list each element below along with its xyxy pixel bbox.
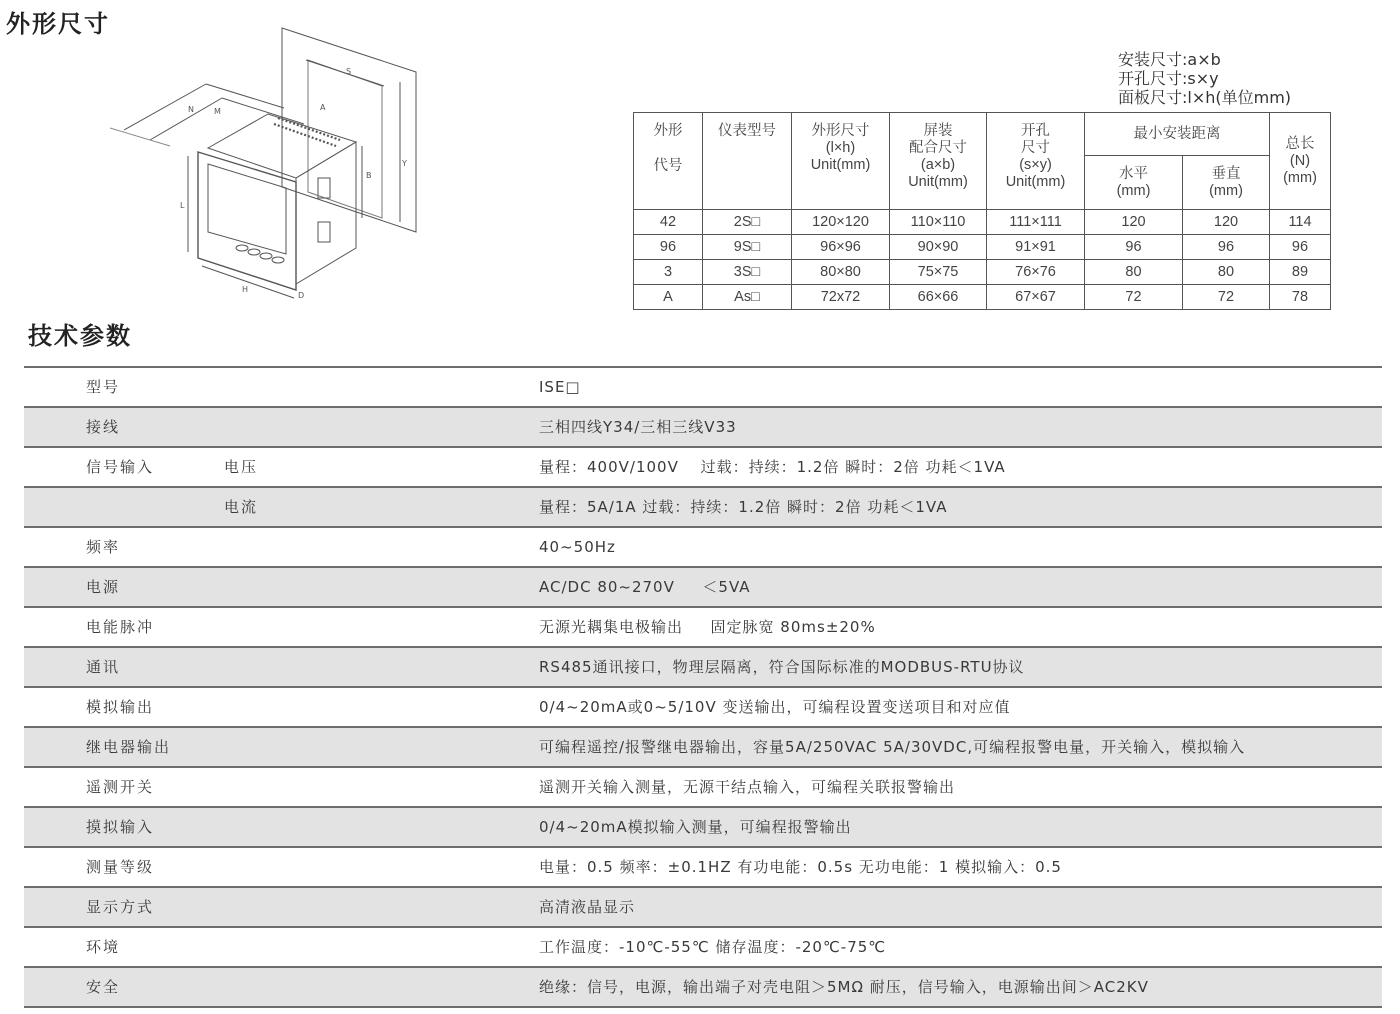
header-min-distance: 最小安装距离: [1085, 113, 1270, 156]
param-value: 可编程遥控/报警继电器输出，容量5A/250VAC 5A/30VDC,可编程报警电量，开关输入，模拟输入: [539, 738, 1246, 756]
table-row: [634, 210, 1331, 235]
cell-vertical: 96: [1183, 235, 1270, 260]
param-label: 显示方式: [86, 898, 155, 916]
cell-cutout: 91×91: [987, 235, 1085, 260]
cell-shape-code: 42: [634, 210, 703, 235]
param-row-accuracy: [24, 846, 1382, 886]
cell-outer-size: 80×80: [792, 260, 890, 285]
cell-cutout: 67×67: [987, 285, 1085, 310]
cell-shape-code: 3: [634, 260, 703, 285]
param-label: 信号输入: [86, 458, 155, 476]
param-label: 电源: [86, 578, 121, 596]
param-label: 通讯: [86, 658, 121, 676]
param-label: 遥测开关: [86, 778, 155, 796]
param-row-analog-input: [24, 806, 1382, 846]
label-m: M: [214, 107, 221, 116]
cell-model: 9S□: [703, 235, 792, 260]
cell-model: As□: [703, 285, 792, 310]
param-row-signal-current: [24, 486, 1382, 526]
param-value: 无源光耦集电极输出 固定脉宽 80ms±20%: [539, 618, 876, 636]
param-value: 高清液晶显示: [539, 898, 636, 916]
cell-total-length: 114: [1270, 210, 1331, 235]
param-value: 40~50Hz: [539, 538, 616, 556]
param-label: 测量等级: [86, 858, 155, 876]
tech-params-title: 技术参数: [28, 322, 132, 350]
cell-total-length: 78: [1270, 285, 1331, 310]
param-label: 模拟输出: [86, 698, 155, 716]
param-label: 频率: [86, 538, 121, 556]
param-row-analog-output: [24, 686, 1382, 726]
cell-outer-size: 72x72: [792, 285, 890, 310]
param-label: 环境: [86, 938, 121, 956]
param-value: 遥测开关输入测量，无源干结点输入，可编程关联报警输出: [539, 778, 956, 796]
param-value: 0/4~20mA或0~5/10V 变送输出，可编程设置变送项目和对应值: [539, 698, 1011, 716]
param-value: 量程：5A/1A 过载：持续：1.2倍 瞬时：2倍 功耗＜1VA: [539, 498, 948, 516]
param-value: 绝缘：信号，电源，输出端子对壳电阻＞5MΩ 耐压，信号输入，电源输出间＞AC2KV: [539, 978, 1149, 996]
header-total-length: 总长 (N) (mm): [1270, 113, 1331, 210]
cell-shape-code: 96: [634, 235, 703, 260]
cell-outer-size: 96×96: [792, 235, 890, 260]
param-value: AC/DC 80~270V ＜5VA: [539, 578, 751, 596]
param-label: 型号: [86, 378, 121, 396]
cell-horizontal: 80: [1085, 260, 1183, 285]
param-row-power: [24, 566, 1382, 606]
param-row-display: [24, 886, 1382, 926]
header-shape-code: 外形 代号: [634, 113, 703, 210]
table-row: [634, 260, 1331, 285]
table-row: [634, 285, 1331, 310]
param-value: RS485通讯接口，物理层隔离，符合国际标准的MODBUS-RTU协议: [539, 658, 1025, 676]
param-row-energy-pulse: [24, 606, 1382, 646]
param-label: 电能脉冲: [86, 618, 155, 636]
legend-mount-size: 安装尺寸:a×b: [1118, 50, 1221, 69]
label-n: N: [188, 105, 194, 114]
cell-horizontal: 96: [1085, 235, 1183, 260]
cell-screen-fit: 66×66: [890, 285, 987, 310]
cell-total-length: 96: [1270, 235, 1331, 260]
cell-total-length: 89: [1270, 260, 1331, 285]
header-outer-size: 外形尺寸 (l×h) Unit(mm): [792, 113, 890, 210]
header-horizontal: 水平 (mm): [1085, 156, 1183, 210]
cell-model: 2S□: [703, 210, 792, 235]
cell-screen-fit: 110×110: [890, 210, 987, 235]
cell-vertical: 80: [1183, 260, 1270, 285]
cell-cutout: 76×76: [987, 260, 1085, 285]
label-d: D: [298, 291, 305, 300]
param-value: 量程：400V/100V 过载：持续：1.2倍 瞬时：2倍 功耗＜1VA: [539, 458, 1006, 476]
cell-vertical: 72: [1183, 285, 1270, 310]
param-row-relay-output: [24, 726, 1382, 766]
param-row-telemetry-switch: [24, 766, 1382, 806]
param-value: ISE□: [539, 378, 581, 396]
param-value: 工作温度：-10℃-55℃ 储存温度：-20℃-75℃: [539, 938, 887, 956]
param-value: 电量：0.5 频率：±0.1HZ 有功电能：0.5s 无功电能：1 模拟输入：0.5: [539, 858, 1062, 876]
label-h: H: [242, 285, 249, 294]
param-row-safety: [24, 966, 1382, 1008]
dimension-spec-table: [633, 112, 1331, 310]
cell-horizontal: 72: [1085, 285, 1183, 310]
label-a: A: [320, 103, 326, 112]
cell-screen-fit: 90×90: [890, 235, 987, 260]
header-cutout: 开孔 尺寸 (s×y) Unit(mm): [987, 113, 1085, 210]
param-row-signal-voltage: [24, 446, 1382, 486]
cell-shape-code: A: [634, 285, 703, 310]
dimension-legend: [1118, 50, 1291, 107]
param-value: 三相四线Y34/三相三线V33: [539, 418, 737, 436]
cell-horizontal: 120: [1085, 210, 1183, 235]
header-screen-fit: 屏装 配合尺寸 (a×b) Unit(mm): [890, 113, 987, 210]
dimensions-title: 外形尺寸: [6, 10, 110, 38]
legend-cutout-size: 开孔尺寸:s×y: [1118, 69, 1219, 88]
cell-model: 3S□: [703, 260, 792, 285]
tech-params-list: [24, 366, 1382, 1008]
cell-cutout: 111×111: [987, 210, 1085, 235]
param-value: 0/4~20mA模拟输入测量，可编程报警输出: [539, 818, 852, 836]
label-s: S: [346, 67, 352, 76]
param-label: 摸拟输入: [86, 818, 155, 836]
param-row-wiring: [24, 406, 1382, 446]
param-sublabel: 电压: [224, 458, 259, 476]
legend-panel-size: 面板尺寸:l×h(单位mm): [1118, 88, 1292, 107]
table-row: [634, 235, 1331, 260]
label-b: B: [366, 171, 372, 180]
cell-vertical: 120: [1183, 210, 1270, 235]
header-model: 仪表型号: [703, 113, 792, 210]
param-sublabel: 电流: [224, 498, 259, 516]
param-row-frequency: [24, 526, 1382, 566]
param-row-communication: [24, 646, 1382, 686]
header-vertical: 垂直 (mm): [1183, 156, 1270, 210]
param-row-model: [24, 366, 1382, 406]
label-y: Y: [402, 159, 407, 168]
meter-dimension-drawing: [110, 22, 430, 302]
cell-outer-size: 120×120: [792, 210, 890, 235]
cell-screen-fit: 75×75: [890, 260, 987, 285]
param-label: 继电器输出: [86, 738, 172, 756]
param-row-environment: [24, 926, 1382, 966]
label-l: L: [180, 201, 185, 210]
param-label: 安全: [86, 978, 121, 996]
param-label: 接线: [86, 418, 121, 436]
